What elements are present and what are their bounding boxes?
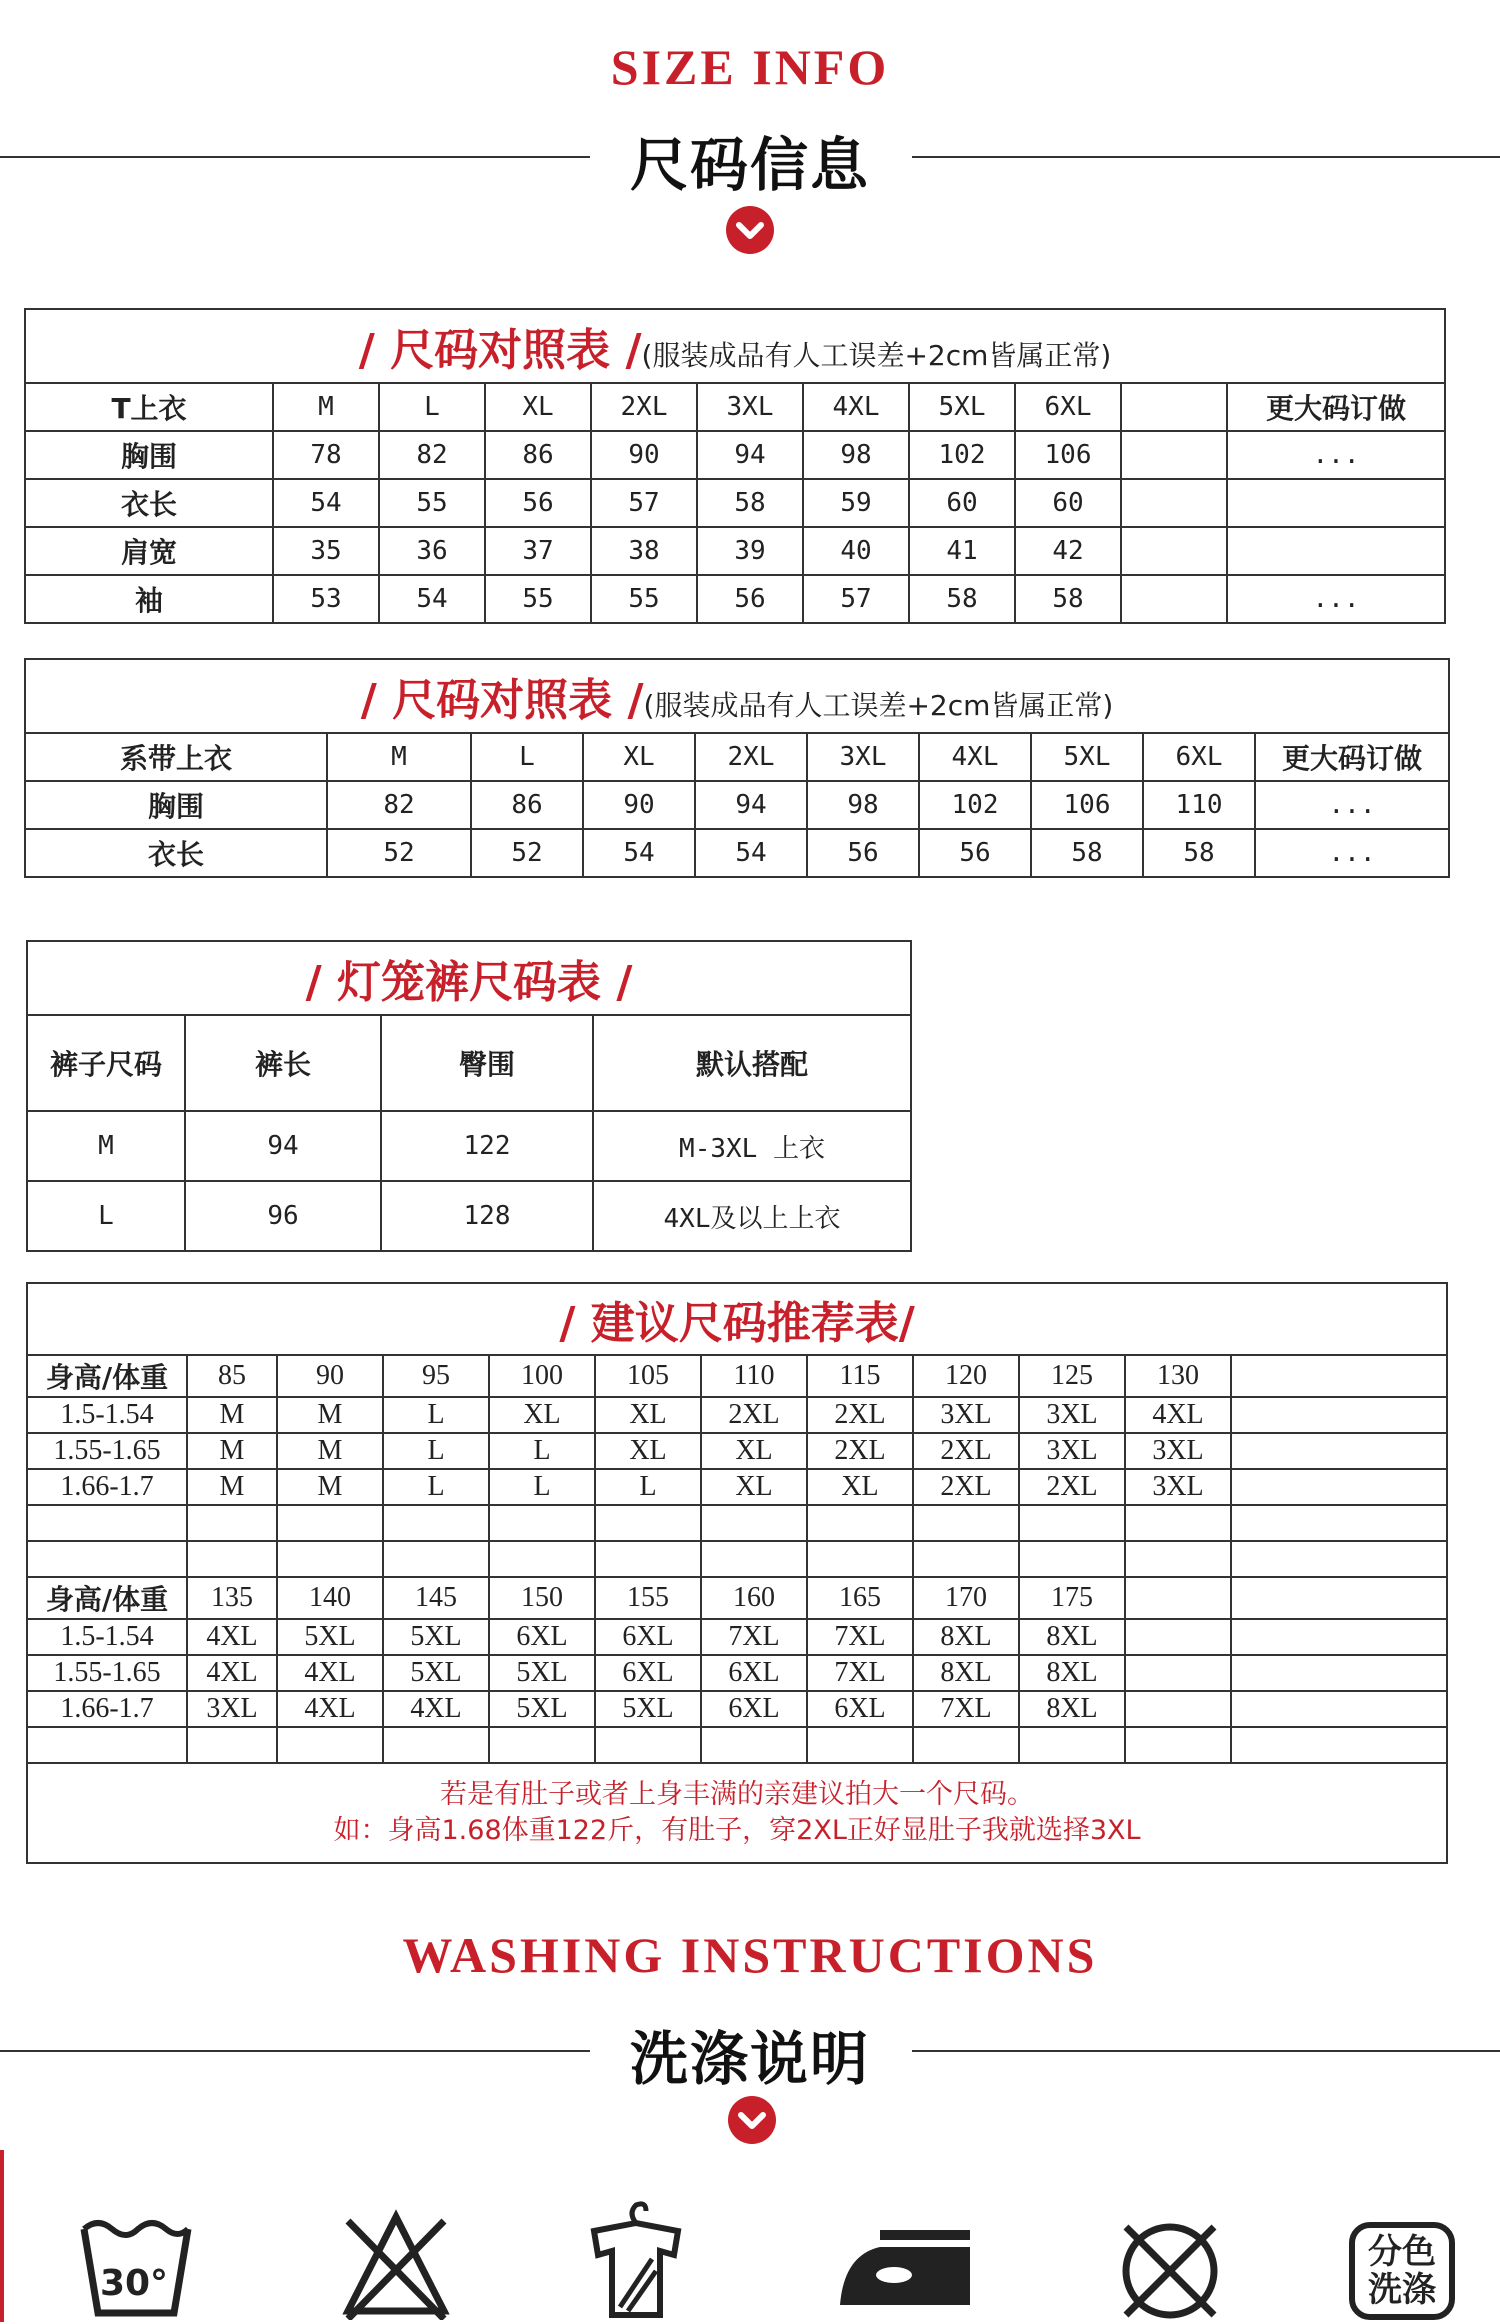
table2-row-cell: 58 [1143,829,1255,877]
table4-weight-header-cell: 155 [595,1577,701,1619]
table1-row-cell: 56 [485,479,591,527]
table1-row-cell: 54 [273,479,379,527]
separate-wash-icon [1346,2195,1466,2320]
table4-blank-cell [595,1727,701,1763]
table1-row-cell: 60 [1015,479,1121,527]
table3-row [27,1111,911,1181]
table1-row-cell [1121,527,1227,575]
table4-row-cell: 8XL [1019,1655,1125,1691]
table4-row-cell [1231,1619,1447,1655]
table1-row-cell: 58 [909,575,1015,623]
table3-header-cell: 裤子尺码 [27,1015,185,1111]
table2-row-cell: 54 [695,829,807,877]
table4-blank-cell [701,1727,807,1763]
table2-title: / 尺码对照表 / [360,675,644,726]
table4-weight-header-cell [1231,1577,1447,1619]
table4-row-cell: 2XL [701,1397,807,1433]
table1-row-cell [1121,431,1227,479]
table1-header-cell [1121,383,1227,431]
table2-header-cell: 系带上衣 [25,733,327,781]
table4-row [27,1619,1447,1655]
table2-row-label: 衣长 [25,829,327,877]
table1-row-cell [1121,479,1227,527]
table2-header-cell: 6XL [1143,733,1255,781]
table4-row [27,1397,1447,1433]
table4-blank-cell [1019,1727,1125,1763]
table1-header-cell: 更大码订做 [1227,383,1445,431]
hang-dry-icon [576,2195,696,2320]
table3-header-cell: 裤长 [185,1015,381,1111]
table3-row-cell: 4XL及以上上衣 [593,1181,911,1251]
table4-blank-cell [701,1505,807,1541]
table4-blank-cell [277,1541,383,1577]
table4-row-cell: 7XL [701,1619,807,1655]
table4-blank-cell [807,1727,913,1763]
size-info-title-en: SIZE INFO [610,39,890,95]
table4-row-label: 1.66-1.7 [27,1469,187,1505]
table1-row [25,479,1445,527]
table4-weight-header-cell: 110 [701,1355,807,1397]
table4-row-cell: 3XL [187,1691,277,1727]
table4-blank-cell [807,1541,913,1577]
table4-row-cell: M [277,1469,383,1505]
table1-note: (服装成品有人工误差+2cm皆属正常) [641,339,1112,372]
table4-row [27,1469,1447,1505]
table4-row [27,1433,1447,1469]
table2-row-cell: 86 [471,781,583,829]
table1-row-cell: 82 [379,431,485,479]
table4-row-cell: 2XL [1019,1469,1125,1505]
table4-row [27,1691,1447,1727]
table4-weight-header-cell: 85 [187,1355,277,1397]
table4-row-cell [1231,1469,1447,1505]
table2-header-cell: 更大码订做 [1255,733,1449,781]
table2-row [25,781,1449,829]
table1-row [25,527,1445,575]
table4-blank-cell [913,1727,1019,1763]
table4-row-cell: 6XL [807,1691,913,1727]
size-recommendation-table [26,1282,1448,1864]
washing-title-en: WASHING INSTRUCTIONS [402,1927,1098,1983]
table4-weight-header-cell: 身高/体重 [27,1577,187,1619]
table4-row-cell: 7XL [807,1655,913,1691]
table4-row-cell: 7XL [913,1691,1019,1727]
table1-row-cell: ... [1227,431,1445,479]
table1-row-cell: 55 [379,479,485,527]
table4-row-cell: 6XL [595,1655,701,1691]
size-table-tie-top [24,658,1450,878]
table4-row-cell: XL [595,1433,701,1469]
table3-row-cell: 94 [185,1111,381,1181]
table4-blank-cell [1231,1505,1447,1541]
table3-row-cell: 128 [381,1181,593,1251]
table1-row-cell: 53 [273,575,379,623]
table2-row-cell: 94 [695,781,807,829]
table4-row-cell: 8XL [1019,1619,1125,1655]
table1-row [25,575,1445,623]
table4-row-label: 1.5-1.54 [27,1397,187,1433]
table2-row [25,829,1449,877]
table4-row-cell: 8XL [913,1655,1019,1691]
table2-header-cell: 5XL [1031,733,1143,781]
table2-row-cell: 56 [807,829,919,877]
table4-blank-cell [595,1541,701,1577]
table4-row-cell: XL [701,1433,807,1469]
table1-row-cell: 41 [909,527,1015,575]
table3-header-cell: 默认搭配 [593,1015,911,1111]
table4-blank-cell [595,1505,701,1541]
table4-row-cell: XL [807,1469,913,1505]
table4-row-cell: 5XL [383,1655,489,1691]
table1-row-cell: 106 [1015,431,1121,479]
table2-caption [25,659,1449,733]
table4-row-cell: 8XL [913,1619,1019,1655]
table4-weight-header-cell: 150 [489,1577,595,1619]
table1-row-cell [1121,575,1227,623]
table4-weight-header-cell: 95 [383,1355,489,1397]
table4-weight-header-cell: 140 [277,1577,383,1619]
size-table-pants [26,940,912,1252]
table4-row-cell: 2XL [913,1433,1019,1469]
edge-accent [0,2150,4,2322]
size-info-title-cn: 尺码信息 [629,131,870,199]
table4-blank-cell [277,1727,383,1763]
table3-row-label: L [27,1181,185,1251]
table1-row-cell: 55 [591,575,697,623]
table4-row-cell [1231,1433,1447,1469]
table4-blank-row [27,1727,1447,1763]
table2-header-cell: L [471,733,583,781]
table4-row-cell: 2XL [807,1397,913,1433]
table1-header-cell: 4XL [803,383,909,431]
table4-row-cell: 5XL [489,1691,595,1727]
table4-blank-cell [701,1541,807,1577]
table1-row-cell: 39 [697,527,803,575]
table1-row-cell: 54 [379,575,485,623]
table4-weight-header-cell [1231,1355,1447,1397]
table4-row-label: 1.66-1.7 [27,1691,187,1727]
table3-row-cell: 96 [185,1181,381,1251]
table4-row-cell: L [383,1433,489,1469]
table4-weight-header-cell: 125 [1019,1355,1125,1397]
iron-icon [830,2195,980,2320]
table1-row-label: 肩宽 [25,527,273,575]
table4-row-cell: XL [701,1469,807,1505]
table1-header-cell: 5XL [909,383,1015,431]
table4-weight-header-cell: 160 [701,1577,807,1619]
table4-weight-header-cell: 身高/体重 [27,1355,187,1397]
table2-row-cell: 54 [583,829,695,877]
table4-row-cell: 6XL [595,1619,701,1655]
table4-blank-cell [187,1727,277,1763]
table2-row-cell: 90 [583,781,695,829]
table1-row-label: 胸围 [25,431,273,479]
table4-row-label: 1.55-1.65 [27,1433,187,1469]
table4-blank-cell [1019,1505,1125,1541]
table4-row-cell: M [187,1397,277,1433]
wash-30-icon [76,2195,196,2320]
table4-blank-cell [489,1505,595,1541]
table4-row-cell: 6XL [489,1619,595,1655]
table2-header-cell: M [327,733,471,781]
table4-row-cell: 4XL [277,1655,383,1691]
table4-blank-cell [1125,1505,1231,1541]
table1-row-label: 袖 [25,575,273,623]
table4-blank-cell [1125,1727,1231,1763]
table1-header-cell: L [379,383,485,431]
table4-row-cell: 5XL [277,1619,383,1655]
table2-row-label: 胸围 [25,781,327,829]
table4-row-cell: 3XL [1125,1433,1231,1469]
table4-blank-cell [277,1505,383,1541]
table2-header-cell: 2XL [695,733,807,781]
table4-blank-cell [1231,1727,1447,1763]
table2-note: (服装成品有人工误差+2cm皆属正常) [643,689,1114,722]
table4-row-cell: 4XL [187,1655,277,1691]
table2-row-cell: 52 [471,829,583,877]
table4-row-cell [1125,1655,1231,1691]
table1-header-cell: 3XL [697,383,803,431]
table4-weight-header-cell: 120 [913,1355,1019,1397]
table4-weight-header [27,1355,1447,1397]
table1-row-cell: 57 [591,479,697,527]
table4-row-cell: L [489,1469,595,1505]
table1-title: / 尺码对照表 / [358,325,642,376]
table3-row-label: M [27,1111,185,1181]
table4-blank-cell [383,1727,489,1763]
table1-header-cell: 2XL [591,383,697,431]
table4-blank-cell [913,1505,1019,1541]
table4-weight-header-cell: 175 [1019,1577,1125,1619]
table4-weight-header-cell: 115 [807,1355,913,1397]
table1-header-cell: T上衣 [25,383,273,431]
table4-row-cell: M [277,1433,383,1469]
table4-row-cell: 4XL [383,1691,489,1727]
table1-row-cell: 55 [485,575,591,623]
table4-blank-cell [187,1541,277,1577]
table2-row-cell: 110 [1143,781,1255,829]
table4-row-cell: 3XL [1019,1433,1125,1469]
table4-blank-cell [383,1541,489,1577]
table1-row-cell: 35 [273,527,379,575]
table2-header-cell: 4XL [919,733,1031,781]
table4-row-cell [1231,1655,1447,1691]
table4-blank-cell [489,1541,595,1577]
table4-row-cell: 3XL [1019,1397,1125,1433]
table2-row-cell: 82 [327,781,471,829]
table4-row-cell: 4XL [1125,1397,1231,1433]
table4-weight-header-cell: 135 [187,1577,277,1619]
table4-blank-cell [27,1505,187,1541]
table2-row-cell: 106 [1031,781,1143,829]
table4-row-cell: 5XL [489,1655,595,1691]
no-tumble-dry-icon [1110,2195,1230,2320]
separate-wash-label: 分色洗涤 [1368,2232,1436,2310]
table4-row-label: 1.55-1.65 [27,1655,187,1691]
table4-weight-header-cell: 90 [277,1355,383,1397]
table4-row-cell: L [383,1397,489,1433]
table4-row-cell [1125,1619,1231,1655]
table4-weight-header-cell: 145 [383,1577,489,1619]
table2-row-cell: 52 [327,829,471,877]
table1-row-cell: 58 [697,479,803,527]
table4-row-cell: 3XL [1125,1469,1231,1505]
table4-row-cell: 8XL [1019,1691,1125,1727]
table4-weight-header-cell [1125,1577,1231,1619]
table4-row-cell: M [277,1397,383,1433]
table4-row-cell: XL [595,1397,701,1433]
table4-row-cell: 3XL [913,1397,1019,1433]
table4-row-cell: L [383,1469,489,1505]
table4-row-cell: 4XL [277,1691,383,1727]
note-line-1: 若是有肚子或者上身丰满的亲建议拍大一个尺码。 [440,1779,1035,1810]
table4-row-cell [1231,1691,1447,1727]
table2-row-cell: ... [1255,829,1449,877]
table1-row-cell: ... [1227,575,1445,623]
table4-row-cell: M [187,1433,277,1469]
table2-row-cell: ... [1255,781,1449,829]
table4-row-cell: 6XL [701,1691,807,1727]
table1-row-cell: 60 [909,479,1015,527]
table4-row-cell [1231,1397,1447,1433]
table4-row-label: 1.5-1.54 [27,1619,187,1655]
table1-row-cell: 36 [379,527,485,575]
table2-row-cell: 58 [1031,829,1143,877]
table4-blank-row [27,1541,1447,1577]
table4-blank-row [27,1505,1447,1541]
table1-row-cell: 102 [909,431,1015,479]
table1-row-cell [1227,527,1445,575]
table1-row-label: 衣长 [25,479,273,527]
table4-title: / 建议尺码推荐表/ [559,1298,915,1349]
table4-weight-header-cell: 165 [807,1577,913,1619]
table3-row-cell: 122 [381,1111,593,1181]
chevron-down-icon [726,206,774,254]
table4-row-cell: 4XL [187,1619,277,1655]
table1-header-cell: M [273,383,379,431]
table4-blank-cell [489,1727,595,1763]
table4-caption [27,1283,1447,1355]
table4-weight-header-cell: 170 [913,1577,1019,1619]
table4-blank-cell [27,1541,187,1577]
table1-row-cell: 37 [485,527,591,575]
table1-header-cell: XL [485,383,591,431]
table2-header-cell: 3XL [807,733,919,781]
table4-weight-header-cell: 105 [595,1355,701,1397]
note-line-2: 如：身高1.68体重122斤，有肚子，穿2XL正好显肚子我就选择3XL [333,1815,1141,1846]
table3-header-cell: 臀围 [381,1015,593,1111]
table3-caption [27,941,911,1015]
svg-text:30°: 30° [99,2263,169,2304]
table1-row-cell: 90 [591,431,697,479]
table4-blank-cell [383,1505,489,1541]
table1-row-cell: 98 [803,431,909,479]
table1-row-cell: 38 [591,527,697,575]
table4-row-cell [1125,1691,1231,1727]
table2-header-cell: XL [583,733,695,781]
table4-blank-cell [1231,1541,1447,1577]
table4-blank-cell [1125,1541,1231,1577]
table4-row-cell: 6XL [701,1655,807,1691]
washing-title-cn: 洗涤说明 [629,2025,870,2093]
table1-row-cell: 94 [697,431,803,479]
chevron-down-icon [728,2096,776,2144]
table4-row-cell: 2XL [807,1433,913,1469]
size-table-tshirt [24,308,1446,624]
table1-row-cell: 57 [803,575,909,623]
table1-row-cell: 42 [1015,527,1121,575]
table2-row-cell: 98 [807,781,919,829]
table4-row-cell: 5XL [595,1691,701,1727]
table1-header-cell: 6XL [1015,383,1121,431]
table3-row-cell: M-3XL 上衣 [593,1111,911,1181]
table1-row-cell: 58 [1015,575,1121,623]
no-bleach-icon [336,2195,456,2320]
table1-row-cell: 78 [273,431,379,479]
table4-row-cell: 7XL [807,1619,913,1655]
table3-row [27,1181,911,1251]
table1-row-cell: 86 [485,431,591,479]
table4-row-cell: M [187,1469,277,1505]
table1-row [25,431,1445,479]
table4-weight-header [27,1577,1447,1619]
table4-blank-cell [807,1505,913,1541]
table4-blank-cell [1019,1541,1125,1577]
table4-row [27,1655,1447,1691]
table4-weight-header-cell: 130 [1125,1355,1231,1397]
table4-row-cell: XL [489,1397,595,1433]
recommendation-note [27,1763,1447,1863]
table4-row-cell: 5XL [383,1619,489,1655]
table4-weight-header-cell: 100 [489,1355,595,1397]
table1-row-cell: 40 [803,527,909,575]
table2-row-cell: 102 [919,781,1031,829]
table4-row-cell: L [595,1469,701,1505]
table4-row-cell: 2XL [913,1469,1019,1505]
table1-row-cell: 56 [697,575,803,623]
table2-row-cell: 56 [919,829,1031,877]
table4-blank-cell [187,1505,277,1541]
table4-row-cell: L [489,1433,595,1469]
table1-row-cell: 59 [803,479,909,527]
table4-blank-cell [27,1727,187,1763]
table4-blank-cell [913,1541,1019,1577]
table1-row-cell [1227,479,1445,527]
table3-title: / 灯笼裤尺码表 / [305,957,633,1008]
table1-caption [25,309,1445,383]
